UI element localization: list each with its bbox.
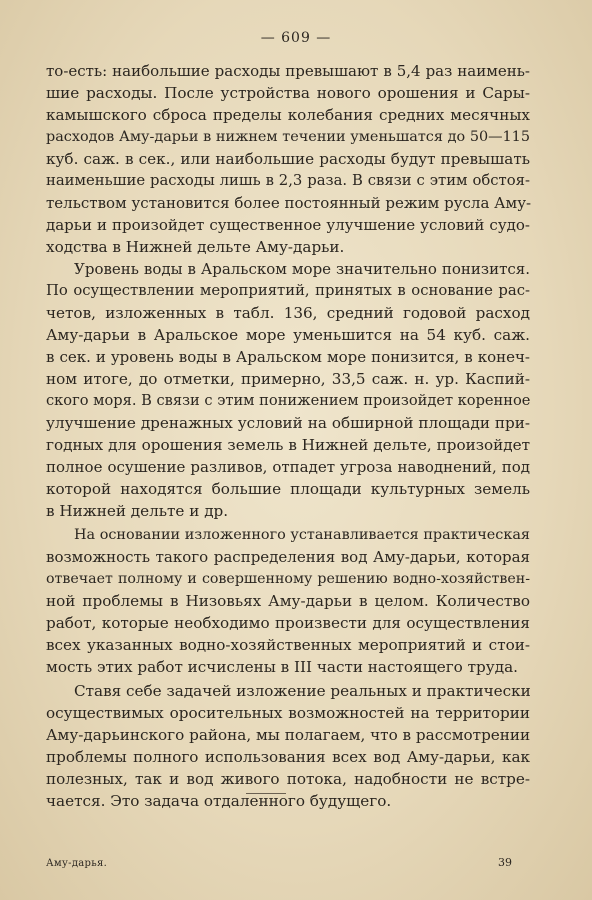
text-line: всех указанных водно-хозяйственных мероприятий и стои- — [46, 636, 530, 654]
text-line: полезных, так и вод живого потока, надобности не встре- — [46, 770, 530, 788]
text-line: ной проблемы в Низовьях Аму-дарьи в целом. Количество — [46, 592, 530, 610]
text-line: то-есть: наибольшие расходы превышают в 5,4 раз наимень- — [46, 62, 530, 80]
text-line: работ, которые необходимо произвести для осуществления — [46, 614, 530, 632]
text-line: проблемы полного использования всех вод Аму-дарьи, как — [46, 748, 530, 766]
paragraph — [46, 258, 530, 522]
text-line: возможность такого распределения вод Аму-дарьи, которая — [46, 548, 530, 566]
section-divider — [246, 793, 286, 794]
text-line: в Нижней дельте и др. — [46, 502, 229, 520]
text-line: На основании изложенного устанавливается практическая — [74, 527, 530, 543]
text-line: отвечает полному и совершенному решению водно-хозяйствен- — [46, 571, 530, 587]
text-line: расходов Аму-дарьи в нижнем течении уменьшатся до 50—115 — [46, 129, 530, 145]
text-line: дарьи и произойдет существенное улучшение условий судо- — [46, 216, 530, 234]
text-line: Аму-дарьи в Аральское море уменьшится на 54 куб. саж. — [46, 326, 530, 344]
text-line: годных для орошения земель в Нижней дельте, произойдет — [46, 436, 530, 454]
text-line: осуществимых оросительных возможностей на территории — [46, 704, 530, 722]
text-line: куб. саж. в сек., или наибольшие расходы будут превышать — [46, 150, 530, 168]
text-line: наименьшие расходы лишь в 2,3 раза. В связи с этим обстоя- — [46, 172, 530, 189]
text-line: шие расходы. После устройства нового орошения и Сары- — [46, 84, 530, 102]
sheet-number: 39 — [498, 856, 512, 869]
text-line: четов, изложенных в табл. 136, средний годовой расход — [46, 304, 530, 322]
text-line: Ставя себе задачей изложение реальных и практически — [74, 682, 531, 700]
text-line: чается. Это задача отдаленного будущего. — [46, 792, 392, 810]
paragraph — [46, 524, 530, 678]
text-line: ского моря. В связи с этим понижением произойдет коренное — [46, 392, 531, 409]
text-line: ном итоге, до отметки, примерно, 33,5 саж. н. ур. Каспий- — [46, 370, 530, 388]
text-line: камышского сброса пределы колебания средних месячных — [46, 106, 530, 124]
text-line: улучшение дренажных условий на обширной площади при- — [46, 414, 530, 432]
text-line: тельством установится более постоянный режим русла Аму- — [46, 194, 532, 212]
body-text — [46, 60, 530, 812]
signature-mark: Аму-дарья. — [46, 858, 108, 869]
text-line: Уровень воды в Аральском море значительно понизится. — [74, 260, 530, 278]
paragraph — [46, 60, 530, 258]
text-line: ходства в Нижней дельте Аму-дарьи. — [46, 238, 345, 256]
text-line: Аму-дарьинского района, мы полагаем, что в рассмотрении — [46, 726, 531, 744]
text-line: которой находятся большие площади культурных земель — [46, 480, 530, 498]
paragraph — [46, 680, 530, 812]
text-line: мость этих работ исчислены в III части настоящего труда. — [46, 658, 518, 676]
page-number: — 609 — — [260, 30, 332, 46]
text-line: в сек. и уровень воды в Аральском море понизится, в конеч- — [46, 348, 530, 366]
text-line: По осуществлении мероприятий, принятых в основание рас- — [46, 282, 530, 299]
text-line: полное осушение разливов, отпадет угроза наводнений, под — [46, 458, 530, 476]
